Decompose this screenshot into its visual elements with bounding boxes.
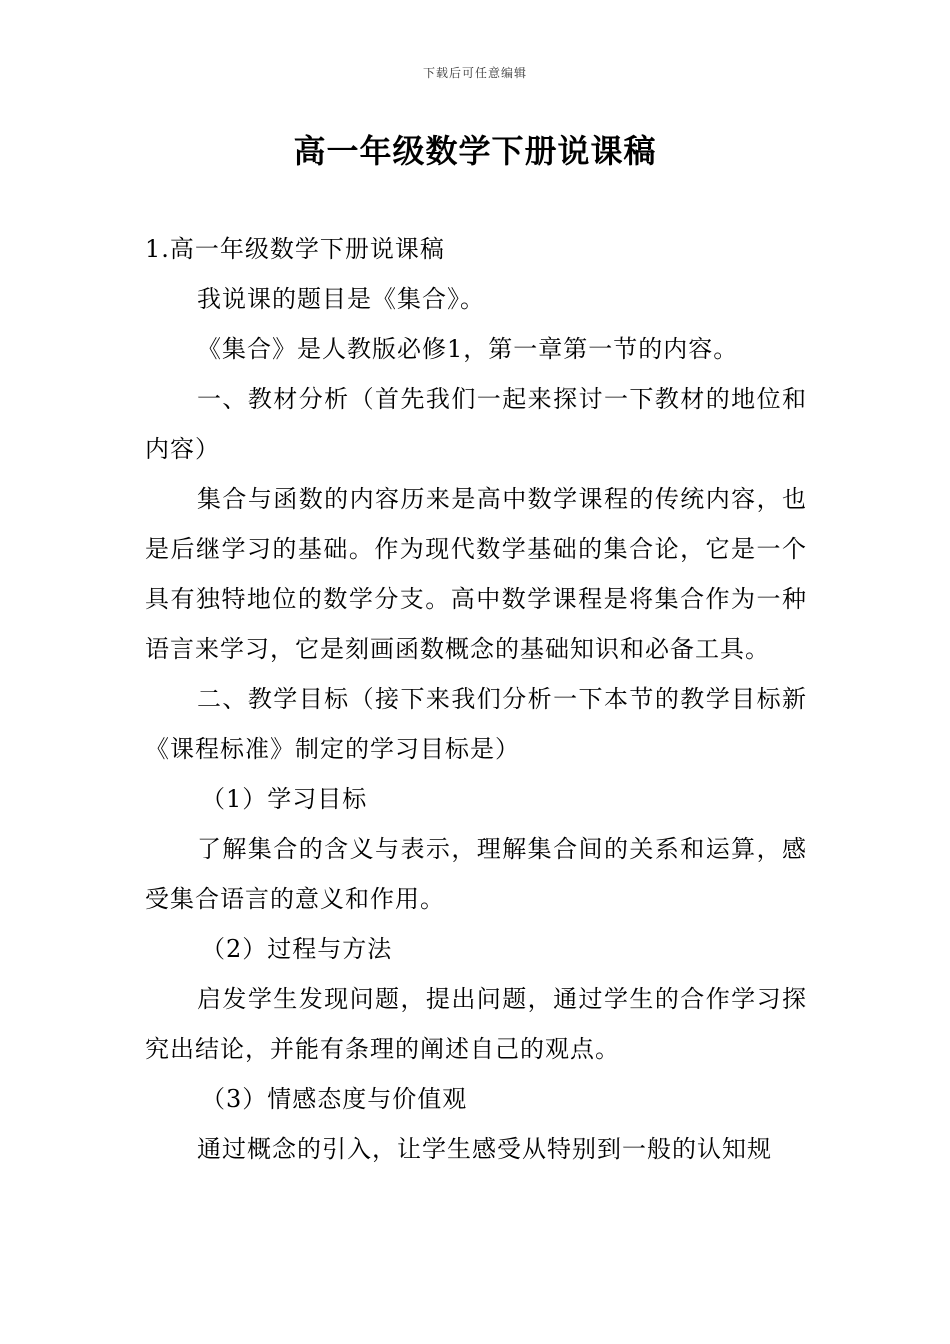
paragraph-heading-goals: 二、教学目标（接下来我们分析一下本节的教学目标新《课程标准》制定的学习目标是）	[145, 685, 807, 763]
paragraph-analysis-body: 集合与函数的内容历来是高中数学课程的传统内容，也是后继学习的基础。作为现代数学基础的集合论，它是一个具有独特地位的数学分支。高中数学课程是将集合作为一种语言来学习，它是刻画函数概念的基础知识和必备工具。	[145, 485, 807, 663]
paragraph-attitude-body: 通过概念的引入，让学生感受从特别到一般的认知规	[197, 1135, 772, 1163]
paragraph-section-heading: 1.高一年级数学下册说课稿	[145, 235, 445, 263]
document-title: 高一年级数学下册说课稿	[293, 132, 657, 170]
paragraph-learning-body: 了解集合的含义与表示，理解集合间的关系和运算，感受集合语言的意义和作用。	[145, 835, 807, 913]
paragraph-topic: 我说课的题目是《集合》。	[197, 285, 485, 313]
document-body	[145, 224, 807, 1174]
paragraph-process-body: 启发学生发现问题，提出问题，通过学生的合作学习探究出结论，并能有条理的阐述自己的观点。	[145, 985, 807, 1063]
paragraph-subheading-learning: （1）学习目标	[201, 785, 368, 813]
header-note: 下载后可任意编辑	[422, 66, 527, 80]
paragraph-heading-analysis: 一、教材分析（首先我们一起来探讨一下教材的地位和内容）	[145, 385, 807, 463]
paragraph-subheading-attitude: （3）情感态度与价值观	[201, 1085, 468, 1113]
paragraph-subheading-process: （2）过程与方法	[201, 935, 393, 963]
paragraph-source: 《集合》是人教版必修1，第一章第一节的内容。	[197, 335, 739, 363]
